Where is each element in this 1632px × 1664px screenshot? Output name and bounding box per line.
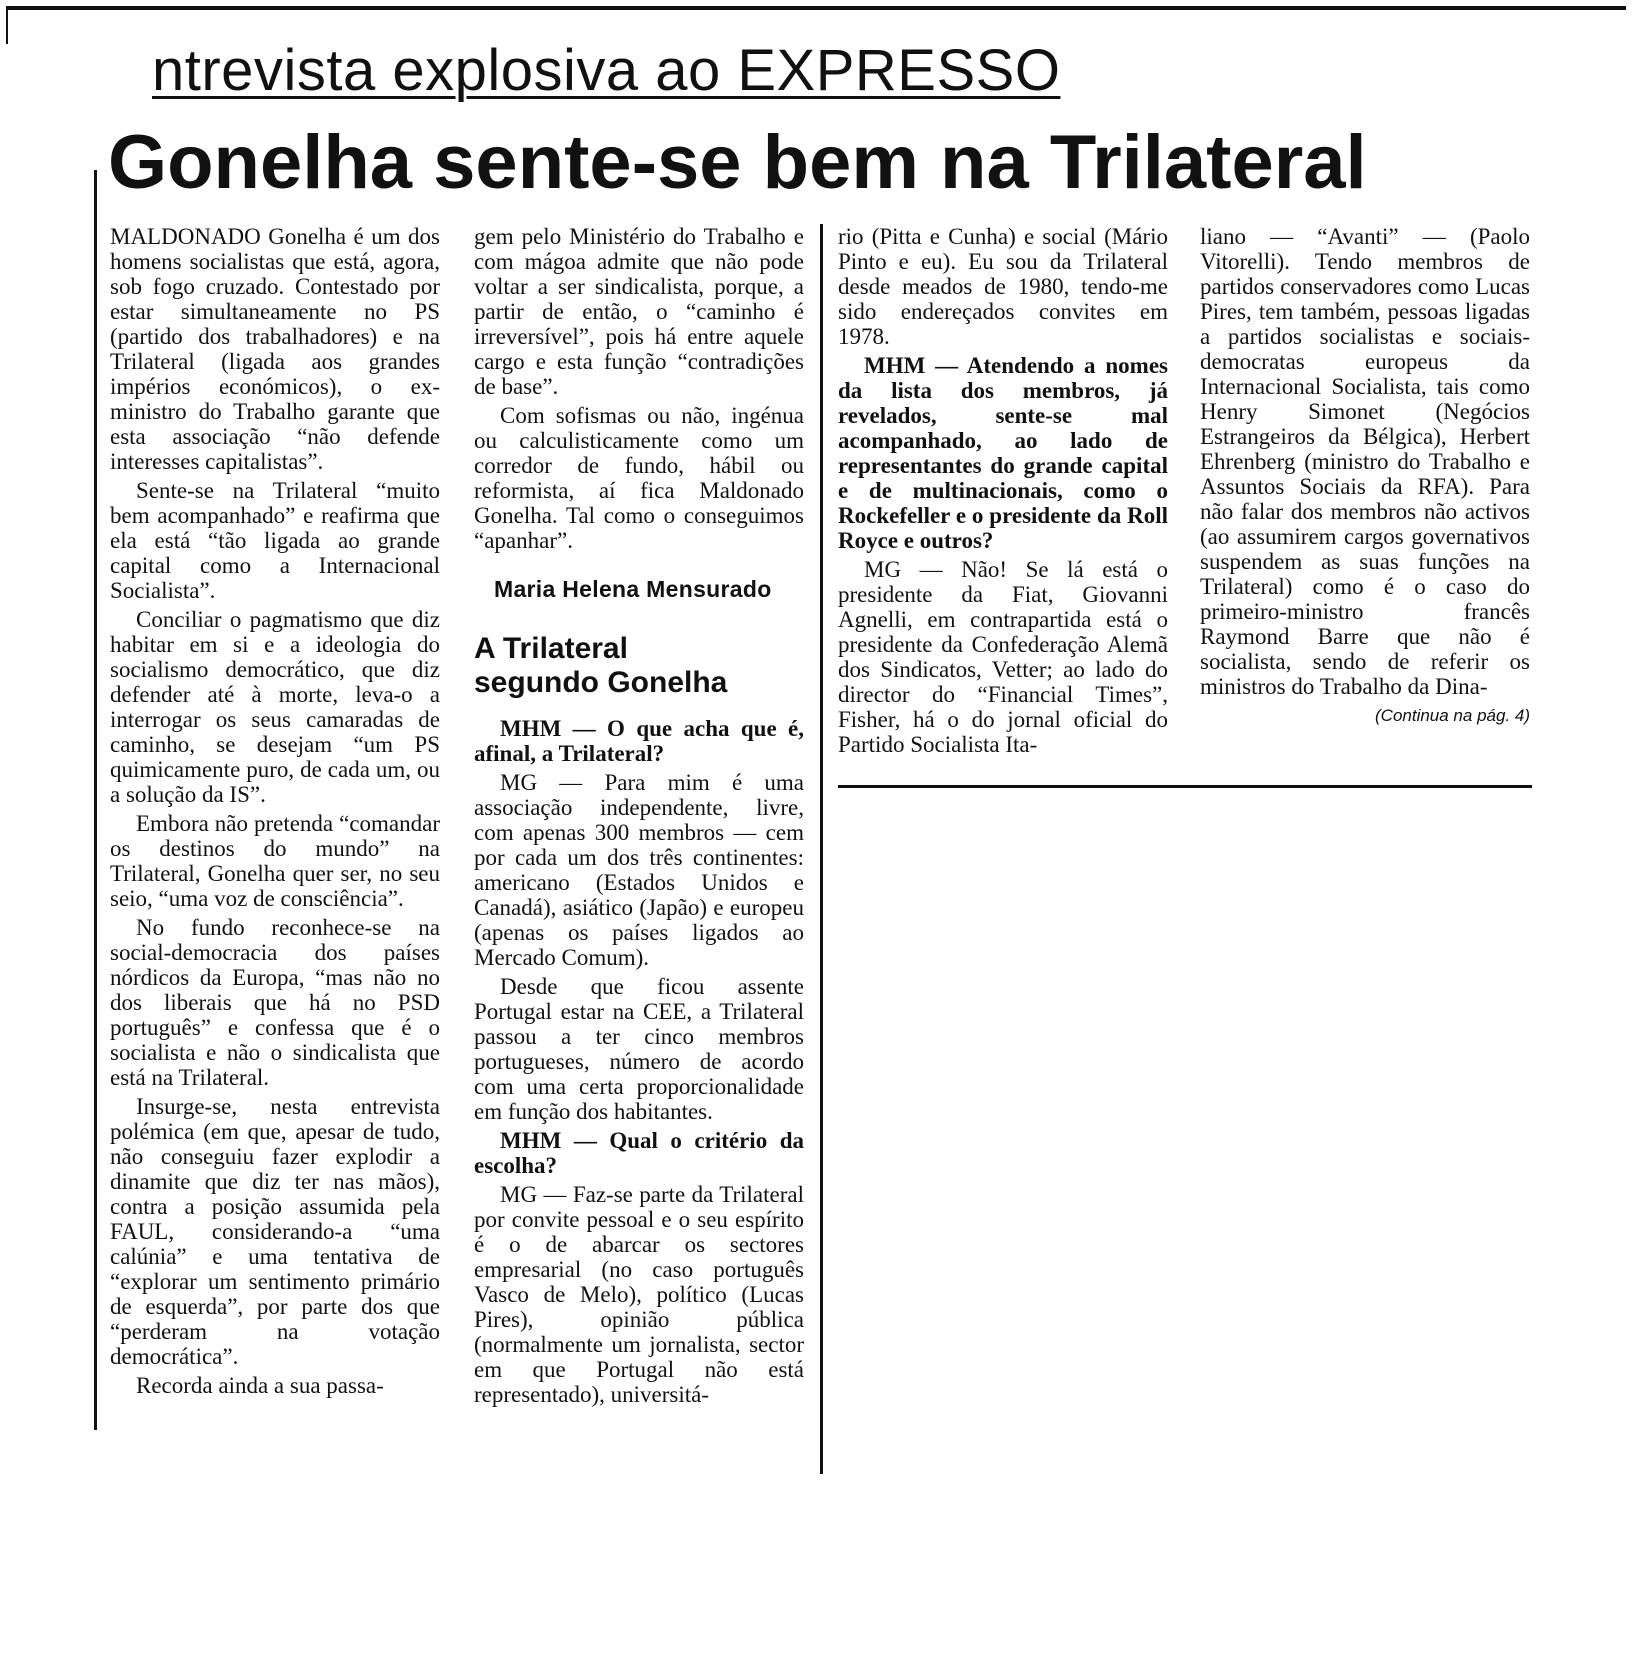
- paragraph: Recorda ainda a sua passa-: [136, 1373, 384, 1398]
- paragraph: Insurge-se, nesta entrevista polémica (em que, apesar de tudo, não conseguiu fazer explodir a dinamite que diz ter nas mãos), contra a posição assumida pela FAUL, considerando-a “uma calúnia” e uma tentativa de “explorar um sentimento primário de esquerda”, por parte dos que “perderam na votação democrática”.: [110, 1094, 440, 1369]
- continued-note: (Continua na pág. 4): [1375, 706, 1530, 725]
- paragraph: Conciliar o pagmatismo que diz habitar em si e a ideologia do socialismo democrático, que diz defender até à morte, leva-o a interrogar os seus camaradas de caminho, se desejam “um PS quimicamente puro, de cada um, ou a solução da IS”.: [110, 607, 440, 807]
- headline: Gonelha sente-se bem na Trilateral: [108, 120, 1367, 205]
- corner-rule: [6, 6, 8, 44]
- paragraph: Desde que ficou assente Portugal estar na CEE, a Trilateral passou a ter cinco membros portugueses, número de acordo com uma certa proporcionalidade em função dos habitantes.: [474, 974, 804, 1124]
- lead-paragraph: MALDONADO Gonelha é um dos homens socialistas que está, agora, sob fogo cruzado. Contestado por estar simultaneamente no PS (partido dos trabalhadores) e na Trilateral (ligada aos grandes impérios económicos), o ex-ministro do Trabalho garante que esta associação “não defende interesses capitalistas”.: [110, 224, 440, 474]
- paragraph: No fundo reconhece-se na social-democracia dos países nórdicos da Europa, “mas não no dos liberais que há no PSD português” e confessa que é o socialista e não o sindicalista que está na Trilateral.: [110, 915, 440, 1090]
- section-subhead: [474, 632, 804, 700]
- interview-answer: MG — Não! Se lá está o presidente da Fiat, Giovanni Agnelli, em contrapartida está o presidente da Confederação Alemã dos Sindicatos, Vetter; ao lado do director do “Financial Times”, Fisher, há o do jornal oficial do Partido Socialista Ita-: [838, 557, 1168, 757]
- interview-answer: MG — Faz-se parte da Trilateral por convite pessoal e o seu espírito é o de abarcar os sectores empresarial (no caso português Vasco de Melo), político (Lucas Pires), opinião pública (normalmente um jornalista, sector em que Portugal não está representado), universitá-: [474, 1182, 804, 1407]
- paragraph: Embora não pretenda “comandar os destinos do mundo” na Trilateral, Gonelha quer ser, no seu seio, “uma voz de consciência”.: [110, 811, 440, 911]
- interview-answer: MG — Para mim é uma associação independente, livre, com apenas 300 membros — cem por cada um dos três continentes: americano (Estados Unidos e Canadá), asiático (Japão) e europeu (apenas os países ligados ao Mercado Comum).: [474, 770, 804, 970]
- paragraph: rio (Pitta e Cunha) e social (Mário Pinto e eu). Eu sou da Trilateral desde meados de 1980, tendo-me sido endereçados convites em 1978.: [838, 224, 1168, 349]
- top-rule: [6, 6, 1626, 10]
- paragraph: Sente-se na Trilateral “muito bem acompanhado” e reafirma que ela está “tão ligada ao grande capital como a Internacional Socialista”.: [110, 478, 440, 603]
- article-end-rule: [838, 785, 1532, 788]
- article-column-2: [474, 224, 804, 1411]
- article-column-4: [1200, 224, 1530, 728]
- article-column-1: [110, 224, 440, 1402]
- subhead-line-2: segundo Gonelha: [474, 666, 728, 699]
- interview-question: MHM — Atendendo a nomes da lista dos membros, já revelados, sente-se mal acompanhado, ao lado de representantes do grande capital e de multinacionais, como o Rockefeller e o presidente da Roll Royce e outros?: [838, 353, 1168, 553]
- article-column-3: [838, 224, 1168, 761]
- byline: Maria Helena Mensurado: [494, 576, 772, 602]
- center-column-rule: [820, 224, 823, 1474]
- left-column-rule: [94, 170, 97, 1430]
- kicker-title: ntrevista explosiva ao EXPRESSO: [152, 38, 1061, 103]
- paragraph: liano — “Avanti” — (Paolo Vitorelli). Tendo membros de partidos conservadores como Lucas Pires, tem também, pessoas ligadas a partidos socialistas e sociais-democratas europeus da Internacional Socialista, tais como Henry Simonet (Negócios Estrangeiros da Bélgica), Herbert Ehrenberg (ministro do Trabalho e Assuntos Sociais da RFA). Para não falar dos membros não activos (ao assumirem cargos governativos suspendem as suas funções na Trilateral) como é o caso do primeiro-ministro francês Raymond Barre que não é socialista, sendo de referir os ministros do Trabalho da Dina-: [1200, 224, 1530, 699]
- paragraph: gem pelo Ministério do Trabalho e com mágoa admite que não pode voltar a ser sindicalista, porque, a partir de então, o “caminho é irreversível”, pois há entre aquele cargo e esta função “contradições de base”.: [474, 224, 804, 399]
- interview-question: MHM — Qual o critério da escolha?: [474, 1128, 804, 1178]
- paragraph: Com sofismas ou não, ingénua ou calculisticamente como um corredor de fundo, hábil ou reformista, aí fica Maldonado Gonelha. Tal como o conseguimos “apanhar”.: [474, 403, 804, 553]
- subhead-line-1: A Trilateral: [474, 632, 628, 665]
- interview-question: MHM — O que acha que é, afinal, a Trilateral?: [474, 716, 804, 766]
